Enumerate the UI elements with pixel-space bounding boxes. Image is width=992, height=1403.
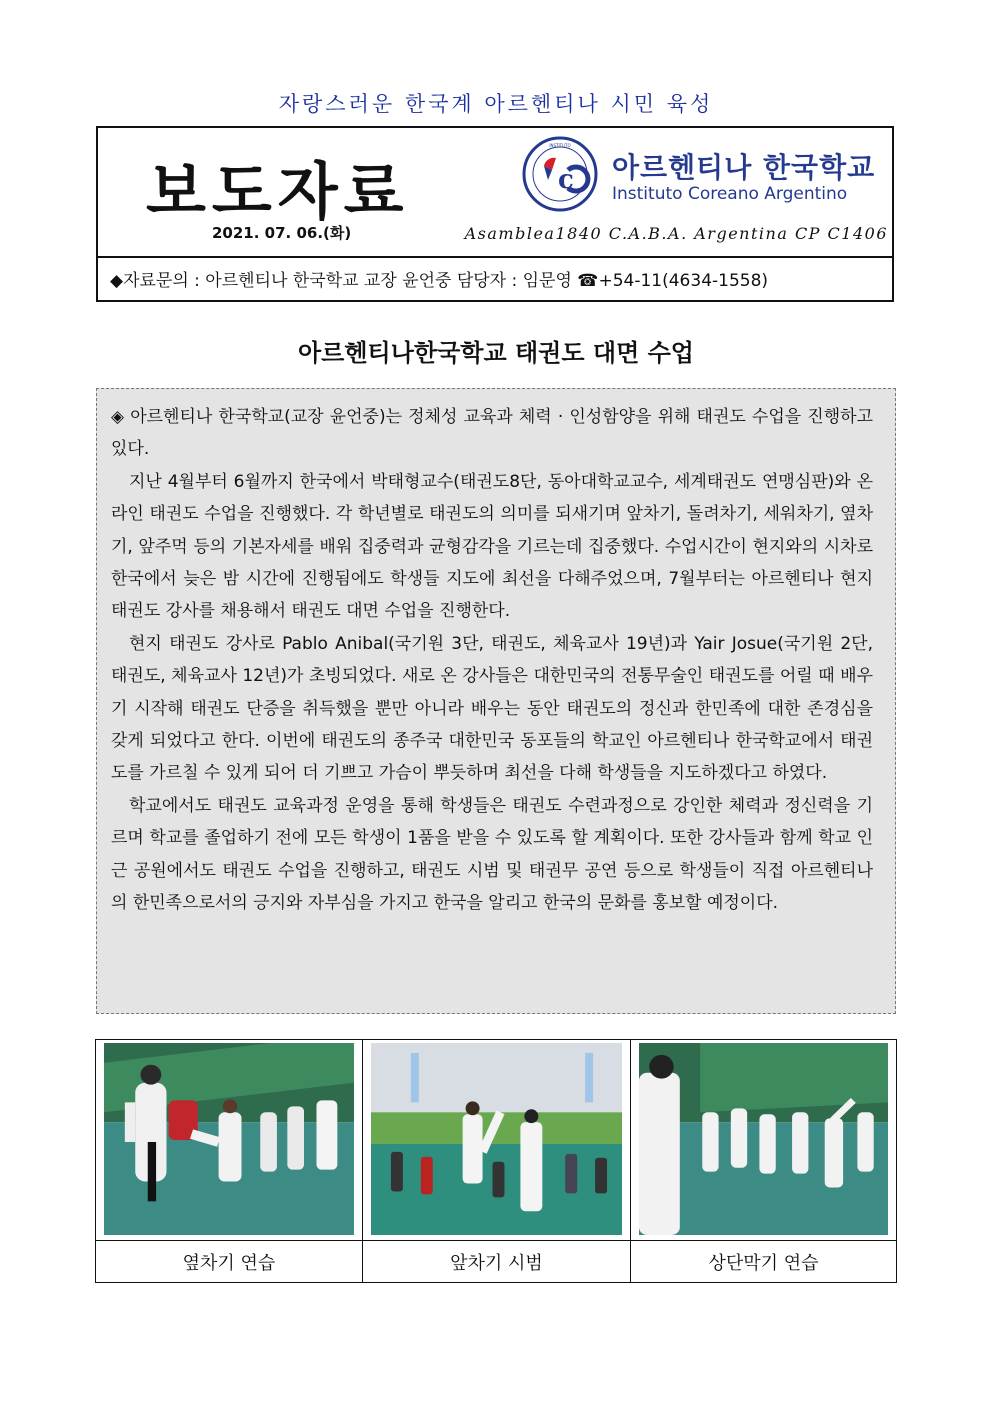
photo-high-block-practice xyxy=(639,1043,888,1235)
article-body xyxy=(96,388,896,1014)
photo-cell xyxy=(363,1040,631,1240)
svg-text:INSTITUTO: INSTITUTO xyxy=(549,143,571,148)
header-divider xyxy=(98,256,892,258)
photo-table xyxy=(95,1039,897,1283)
paragraph: 학교에서도 태권도 교육과정 운영을 통해 학생들은 태권도 수련과정으로 강인한 체력과 정신력을 기르며 학교를 졸업하기 전에 모든 학생이 1품을 받을 수 있도록 할 계획이다. 또한 강사들과 함께 학교 인근 공원에서도 태권도 수업을 진행하고, 태권도 시범 및 태권무 공연 등으로 학생들이 직접 아르헨티나의 한민족으로서의 긍지와 자부심을 가지고 한국을 알리고 한국의 문화를 홍보할 예정이다. xyxy=(111,795,873,914)
release-date: 2021. 07. 06.(화) xyxy=(212,224,352,242)
photo-cell xyxy=(96,1040,363,1240)
motto: 자랑스러운 한국계 아르헨티나 시민 육성 xyxy=(278,92,714,116)
article-headline: 아르헨티나한국학교 태권도 대면 수업 xyxy=(297,339,694,367)
paragraph: 지난 4월부터 6월까지 한국에서 박태형교수(태권도8단, 동아대학교교수, 세계태권도 연맹심판)와 온라인 태권도 수업을 진행했다. 각 학년별로 태권도의 의미를 되새기며 앞차기, 돌려차기, 세워차기, 옆차기, 앞주먹 등의 기본자세를 배워 집중력과 균형감각을 기르는데 집중했다. 수업시간이 현지와의 시차로 한국에서 늦은 밤 시간에 진행됨에도 학생들 지도에 최선을 다해주었으며, 7월부터는 아르헨티나 현지 태권도 강사를 채용해서 태권도 대면 수업을 진행한다. xyxy=(111,471,873,622)
contact-info: ◆자료문의 : 아르헨티나 한국학교 교장 윤언중 담당자 : 임문영 ☎+54-11(4634-1558) xyxy=(110,271,769,291)
photo-caption: 앞차기 시범 xyxy=(363,1240,631,1282)
school-address: Asamblea1840 C.A.B.A. Argentina CP C1406 xyxy=(464,224,888,243)
school-name-spanish: Instituto Coreano Argentino xyxy=(612,184,848,204)
photo-caption: 옆차기 연습 xyxy=(96,1240,363,1282)
photo-caption: 상단막기 연습 xyxy=(631,1240,896,1282)
paragraph: 현지 태권도 강사로 Pablo Anibal(국기원 3단, 태권도, 체육교사 19년)과 Yair Josue(국기원 2단, 태권도, 체육교사 12년)가 초빙되었다. 새로 온 강사들은 대한민국의 전통무술인 태권도를 어릴 때 배우기 시작해 태권도 단증을 취득했을 뿐만 아니라 배우는 동안 태권도의 정신과 한민족에 대한 존경심을 갖게 되었다고 한다. 이번에 태권도의 종주국 대한민국 동포들의 학교인 아르헨티나 한국학교에서 태권도를 가르칠 수 있게 되어 더 기쁘고 가슴이 뿌듯하며 최선을 다해 학생들을 지도하겠다고 하였다. xyxy=(111,633,873,784)
page-title: 보도자료 xyxy=(146,155,410,228)
press-release-header xyxy=(96,126,894,302)
svg-text:c: c xyxy=(558,165,574,195)
photo-cell xyxy=(631,1040,896,1240)
photo-front-kick-demo xyxy=(371,1043,622,1235)
photo-side-kick-practice xyxy=(104,1043,354,1235)
school-emblem-icon xyxy=(522,136,598,212)
paragraph-intro: ◈ 아르헨티나 한국학교(교장 윤언중)는 정체성 교육과 체력 · 인성함양을 위해 태권도 수업을 진행하고 있다. xyxy=(111,407,873,460)
school-logo xyxy=(522,136,882,220)
school-name-korean: 아르헨티나 한국학교 xyxy=(612,151,876,184)
